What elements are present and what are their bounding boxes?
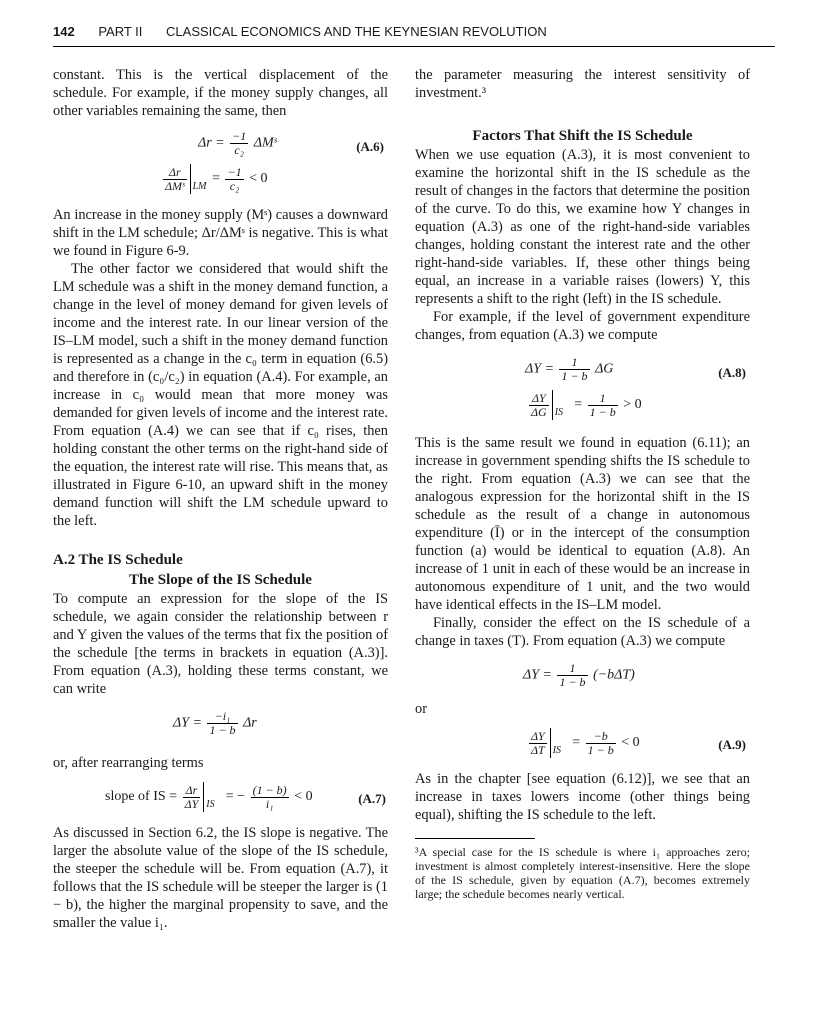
- eq-a8b-num: ΔY: [529, 392, 549, 406]
- footnote: ³A special case for the IS schedule is where i₁ approaches zero; investment is almost completely interest-insensitive. Here the slope of the IS schedule, given by equation (A.7), becomes extremely large; the schedule becomes nearly vertical.: [415, 845, 750, 901]
- eq-a6-den: c₂: [234, 143, 244, 157]
- part-label: PART II: [98, 24, 143, 39]
- equation-a7: slope of IS = $\frac{\Delta r}{\Delta Y}$ IS = − $\frac{(1 - b)}{\text{i₁}}$ < 0 (A.7): [53, 782, 388, 816]
- eq-is1-rhs: Δr: [243, 715, 257, 731]
- eq-is1-den: 1 − b: [209, 723, 236, 737]
- eq-a8-rhs: ΔG: [595, 361, 614, 377]
- section-title: A.2 The IS Schedule: [53, 552, 183, 568]
- page-number: 142: [53, 24, 75, 39]
- eq-a6-rhs: ΔMˢ: [253, 135, 277, 151]
- eq-a9-num: ΔY: [531, 728, 545, 743]
- right-column: [415, 66, 750, 901]
- eq-a7-num: Δr: [183, 784, 201, 798]
- right-paragraph-2: When we use equation (A.3), it is most convenient to examine the horizontal shift in the IS schedule as the result of changes in the factors that determine the position of the curve. To do this, we examine how Y changes in equation (A.3) as one of the right-hand-side variables changes, holding constant the interest rate and the other right-hand-side variables. If, these other things being equal, an increase in a variable raises (lowers) Y, this represents a shift to the right (left) in the IS schedule.: [415, 147, 750, 307]
- left-paragraph-3: The other factor we considered that would shift the LM schedule was a shift in the money demand function, a change in the level of money demand for given levels of income and the interest rate. In our linear version of the IS–LM model, such a shift in the money demand function is represented as a change in the c₀ term in equation (6.5) and therefore in (c₀/c₂) in equation (A.4). For example, an increase in c₀ would mean that more money was demanded for given levels of income and the interest rate. From equation (A.4) we can see that if c₀ rises, then holding constant the other terms on the right-hand side of the equation, the interest rate will rise. This means that, as illustrated in Figure 6-10, an upward shift in the money demand function will shift the LM schedule upward to the left.: [53, 261, 388, 529]
- eq-a7-num2: (1 − b): [252, 782, 287, 797]
- eq-a6-lhs: Δr =: [198, 135, 225, 151]
- eq-a8b-den: ΔG: [531, 404, 547, 419]
- eq-a8-den: 1 − b: [561, 369, 588, 383]
- eq-is1-lhs: ΔY =: [173, 715, 202, 731]
- equation-a6: [53, 130, 388, 164]
- equation-taxes: [415, 662, 750, 696]
- eq-a9-rhs: < 0: [621, 735, 640, 751]
- eq-t1-den: 1 − b: [559, 675, 586, 689]
- eq-a9-den2: 1 − b: [587, 742, 614, 757]
- right-paragraph-5: Finally, consider the effect on the IS schedule of a change in taxes (T). From equation (A.3) we compute: [415, 615, 750, 649]
- eq-a7-sub: IS: [206, 799, 215, 810]
- eq-a7-rhs: < 0: [294, 789, 313, 805]
- subsection-title-slope: The Slope of the IS Schedule: [129, 572, 312, 588]
- header-rule: [53, 46, 775, 47]
- equation-a8: [415, 356, 750, 390]
- chapter-title: CLASSICAL ECONOMICS AND THE KEYNESIAN REVOLUTION: [166, 24, 547, 39]
- left-paragraph-2: An increase in the money supply (Mˢ) causes a downward shift in the LM schedule; Δr/ΔMˢ is negative. This is what we found in Figure 6-9.: [53, 207, 388, 259]
- eq-a6b-den: ΔMˢ: [165, 178, 185, 193]
- eq-a8b-rhs: > 0: [623, 397, 642, 413]
- equation-a9: $\frac{\Delta Y}{\Delta T}$ IS = $\frac{-b}{1 - b}$ < 0 (A.9): [415, 728, 750, 762]
- eq-a9-sub: IS: [552, 745, 562, 756]
- eq-a8-num: 1: [559, 356, 589, 370]
- eq-a9-num2: −b: [586, 730, 616, 744]
- right-paragraph-4: This is the same result we found in equation (6.11); an increase in government spending shifts the IS schedule to the right. From equation (A.3) we can see that the analogous expression for the horizontal shift in the IS schedule as the result of a change in autonomous expenditure (Ī) or in the intercept of the consumption function (a) would be identical to equation (A.8). An increase of 1 unit in each of these would be an increase in autonomous expenditure of 1 unit, and the two would have identical effects in the IS–LM model.: [415, 435, 750, 613]
- left-column: [53, 66, 388, 932]
- eq-t1-num: 1: [557, 662, 587, 676]
- eq-a8-lhs: ΔY =: [525, 361, 554, 377]
- eq-a6-num: −1: [232, 129, 247, 143]
- right-paragraph-3: For example, if the level of government expenditure changes, from equation (A.3) we compute: [415, 309, 750, 343]
- eq-t1-rhs: (−bΔT): [593, 667, 635, 683]
- eq-a6b-num2: −1: [227, 164, 242, 179]
- right-paragraph-1: the parameter measuring the interest sensitivity of investment.³: [415, 67, 750, 101]
- eq-a6b-den2: c₂: [229, 178, 240, 193]
- eq-a8-label: (A.8): [718, 365, 746, 380]
- left-paragraph-6: As discussed in Section 6.2, the IS slope is negative. The larger the absolute value of the slope of the IS schedule, the steeper the schedule will be. From equation (A.7), it follows that the IS schedule will be steeper the larger is (1 − b), the higher the marginal propensity to save, and the smaller the value i₁.: [53, 825, 388, 931]
- subsection-title-factors: Factors That Shift the IS Schedule: [472, 128, 693, 144]
- eq-a7-lhs: slope of IS =: [105, 789, 178, 805]
- equation-a6b: $\frac{\Delta r}{\text{ΔMˢ}}$ LM = $\frac{-1}{\text{c₂}}$ < 0: [53, 164, 388, 198]
- eq-a8b-sub: IS: [554, 407, 564, 418]
- eq-a8b-den2: 1 − b: [589, 404, 616, 419]
- eq-a6b-rhs: < 0: [249, 171, 268, 187]
- equation-a8b: $\frac{\Delta Y}{\Delta G}$ IS = $\frac{1}{1 - b}$ > 0: [415, 390, 750, 424]
- eq-a9-label: (A.9): [718, 737, 746, 752]
- eq-a7-label: (A.7): [358, 791, 386, 806]
- right-paragraph-6: As in the chapter [see equation (6.12)], we see that an increase in taxes lowers income (other things being equal), shifting the IS schedule to the left.: [415, 771, 750, 823]
- eq-a6-label: (A.6): [356, 139, 384, 154]
- eq-a8b-num2: 1: [588, 392, 618, 406]
- eq-t1-lhs: ΔY =: [523, 667, 552, 683]
- or-text: or: [415, 701, 427, 717]
- left-paragraph-1: constant. This is the vertical displacement of the schedule. For example, if the money supply changes, all other variables remaining the same, then: [53, 67, 388, 119]
- eq-a6b-sub: LM: [192, 181, 207, 192]
- eq-a6b-num: Δr: [163, 166, 187, 180]
- eq-a7-den: ΔY: [184, 796, 199, 811]
- footnote-rule: [415, 838, 535, 839]
- running-header: [53, 24, 813, 44]
- equation-is-slope-deriv: [53, 710, 388, 744]
- eq-is1-num: −i₁: [207, 710, 237, 724]
- left-paragraph-5: or, after rearranging terms: [53, 755, 204, 771]
- eq-a7-den2: i₁: [265, 796, 274, 811]
- eq-a9-den: ΔT: [531, 742, 545, 757]
- left-paragraph-4: To compute an expression for the slope of the IS schedule, we again consider the relationship between r and Y given the values of the terms that fix the position of the schedule [the terms in brackets in equation (A.3)]. From equation (A.3), holding these terms constant, we can write: [53, 591, 388, 697]
